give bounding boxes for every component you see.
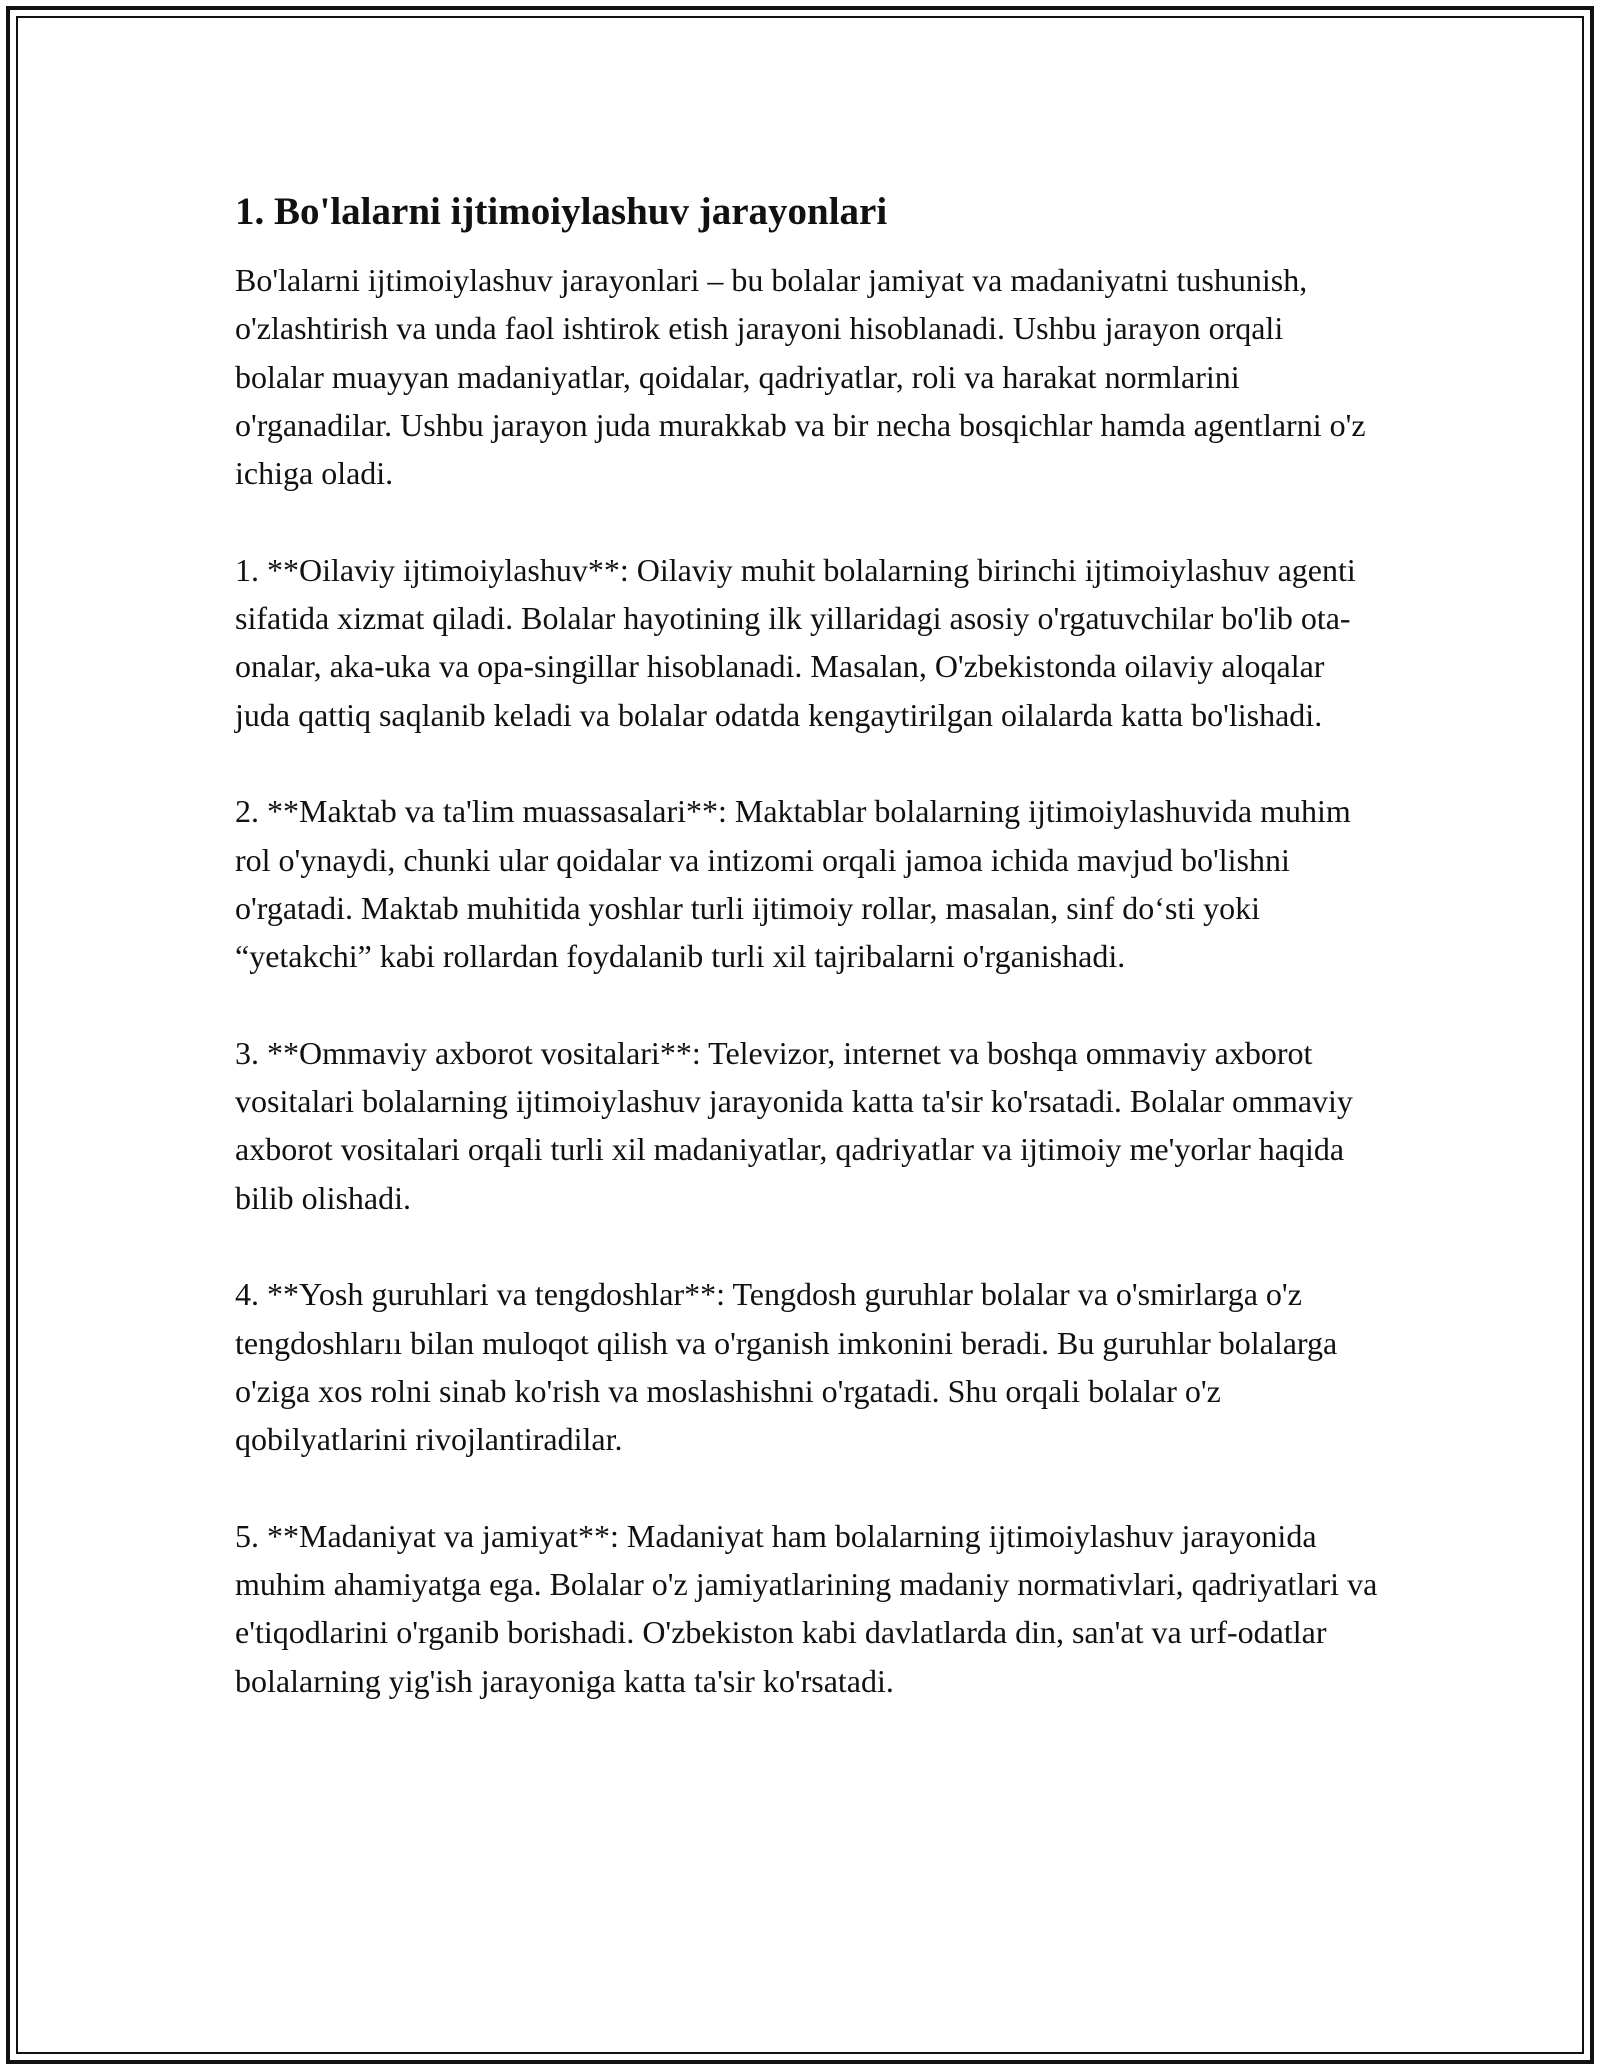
document-body — [235, 184, 1380, 1705]
section-heading: 1. Bo'lalarni ijtimoiylashuv jarayonlari — [235, 190, 888, 233]
intro-paragraph: Bo'lalarni ijtimoiylashuv jarayonlari – bu bolalar jamiyat va madaniyatni tushunish, o'zlashtirish va unda faol ishtirok etish jarayoni hisoblanadi. Ushbu jarayon orqali bolalar muayyan madaniyatlar, qoidalar, qadriyatlar, roli va harakat normlarini o'rganadilar. Ushbu jarayon juda murakkab va bir necha bosqichlar hamda agentlarni o'z ichiga oladi. — [235, 262, 1366, 492]
list-item-peers: 4. **Yosh guruhlari va tengdoshlar**: Tengdosh guruhlar bolalar va o'smirlarga o'z tengdoshlarıı bilan muloqot qilish va o'rganish imkonini beradi. Bu guruhlar bolalarga o'ziga xos rolni sinab ko'rish va moslashishni o'rgatadi. Shu orqali bolalar o'z qobilyatlarini rivojlantiradilar. — [235, 1276, 1338, 1458]
list-item-school: 2. **Maktab va ta'lim muassasalari**: Maktablar bolalarning ijtimoiylashuvida muhim rol o'ynaydi, chunki ular qoidalar va intizomi orqali jamoa ichida mavjud bo'lishni o'rgatadi. Maktab muhitida yoshlar turli ijtimoiy rollar, masalan, sinf do‘sti yoki “yetakchi” kabi rollardan foydalanib turli xil tajribalarni o'rganishadi. — [235, 793, 1351, 975]
list-item-media: 3. **Ommaviy axborot vositalari**: Televizor, internet va boshqa ommaviy axborot vositalari bolalarning ijtimoiylashuv jarayonida katta ta'sir ko'rsatadi. Bolalar ommaviy axborot vositalari orqali turli xil madaniyatlar, qadriyatlar va ijtimoiy me'yorlar haqida bilib olishadi. — [235, 1034, 1353, 1216]
list-item-culture: 5. **Madaniyat va jamiyat**: Madaniyat ham bolalarning ijtimoiylashuv jarayonida muhim ahamiyatga ega. Bolalar o'z jamiyatlarining madaniy normativlari, qadriyatlari va e'tiqodlarini o'rganib borishadi. O'zbekiston kabi davlatlarda din, san'at va urf-odatlar bolalarning yig'ish jarayoniga katta ta'sir ko'rsatadi. — [235, 1517, 1378, 1699]
list-item-family: 1. **Oilaviy ijtimoiylashuv**: Oilaviy muhit bolalarning birinchi ijtimoiylashuv agenti sifatida xizmat qiladi. Bolalar hayotining ilk yillaridagi asosiy o'rgatuvchilar bo'lib ota-onalar, aka-uka va opa-singillar hisoblanadi. Masalan, O'zbekistonda oilaviy aloqalar juda qattiq saqlanib keladi va bolalar odatda kengaytirilgan oilalarda katta bo'lishadi. — [235, 551, 1356, 733]
